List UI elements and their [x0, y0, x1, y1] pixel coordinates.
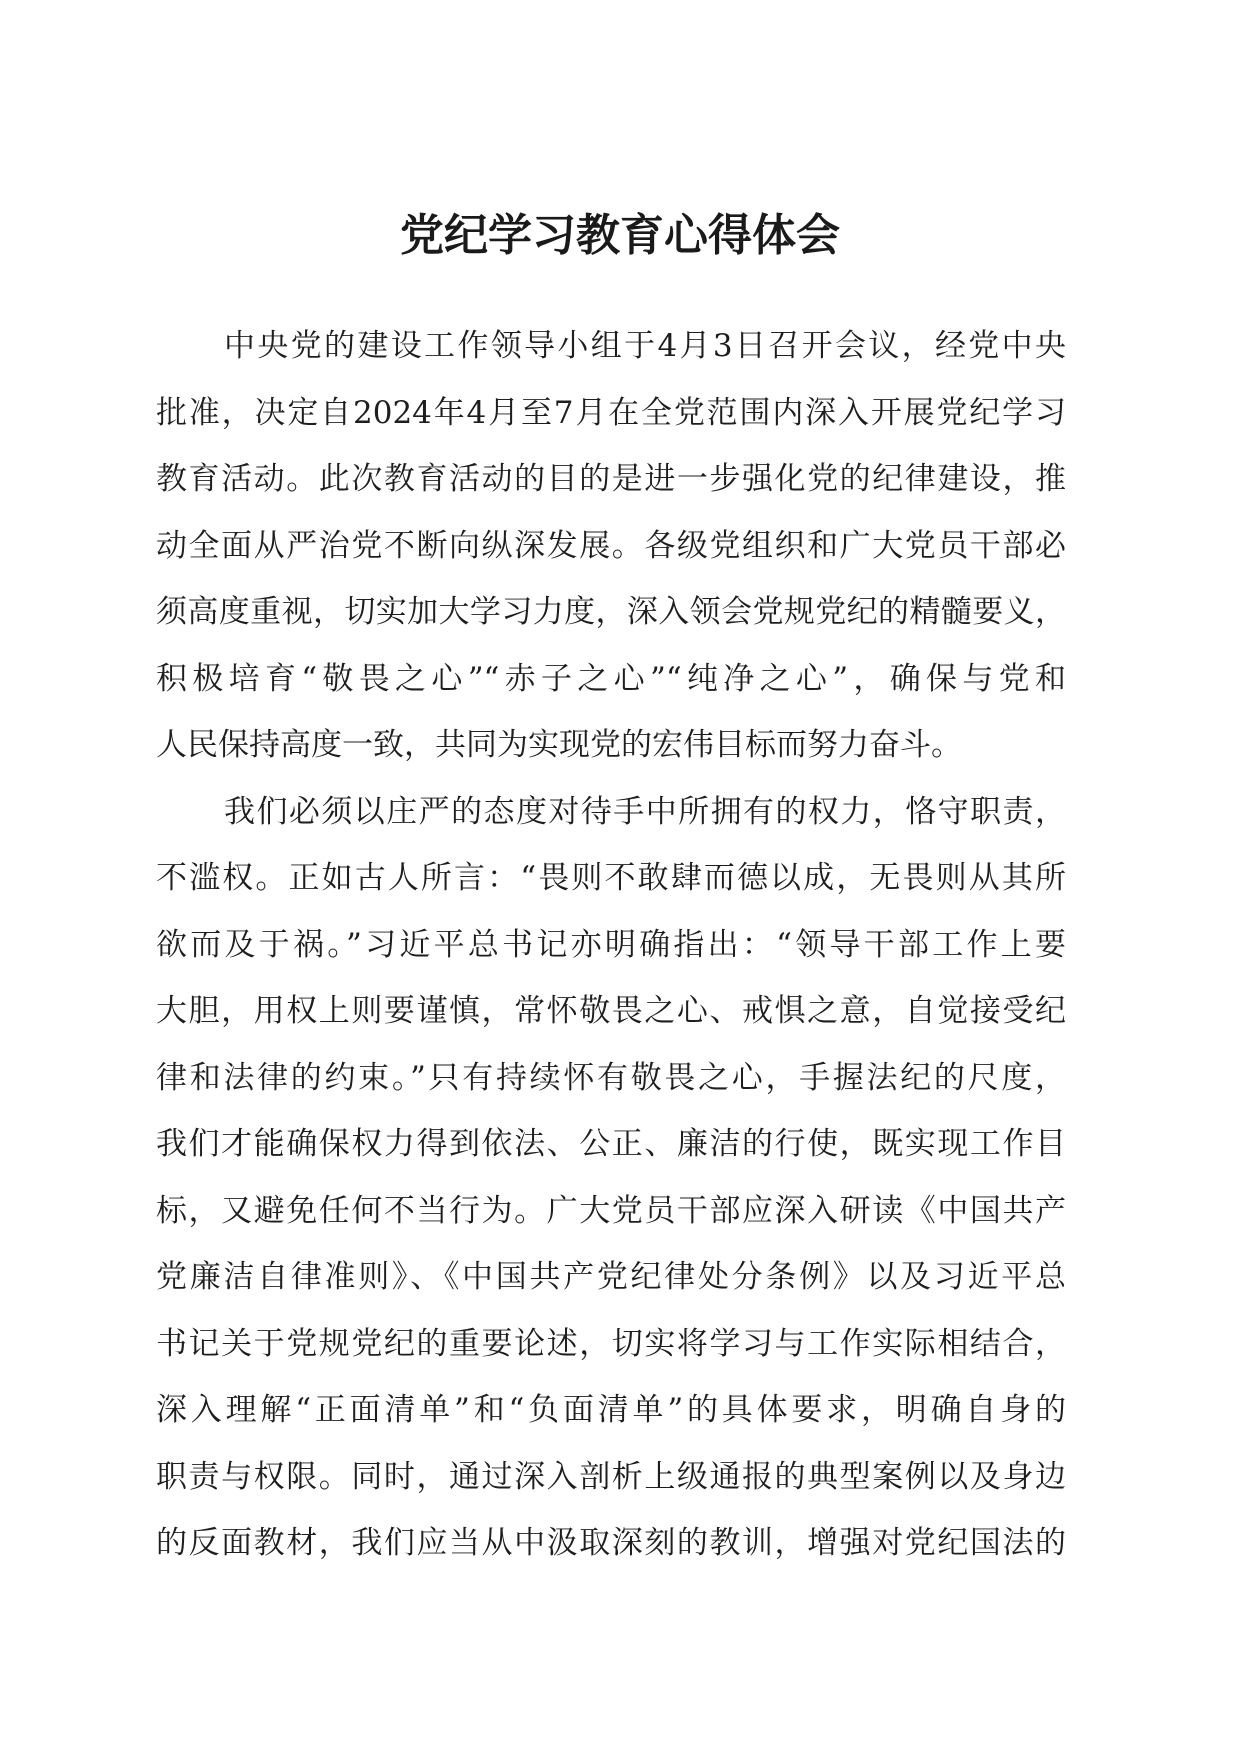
paragraph-2-line: 大胆，用权上则要谨慎，常怀敬畏之心、戒惧之意，自觉接受纪	[156, 993, 1066, 1029]
document-body	[156, 318, 1066, 1582]
paragraph-1-line: 批准，决定自2024年4月至7月在全党范围内深入开展党纪学习	[156, 394, 1066, 431]
paragraph-2-line: 的反面教材，我们应当从中汲取深刻的教训，增强对党纪国法的	[156, 1525, 1066, 1561]
paragraph-2-line: 欲而及于祸。”习近平总书记亦明确指出：“领导干部工作上要	[156, 926, 1066, 963]
paragraph-2-line: 律和法律的约束。”只有持续怀有敬畏之心，手握法纪的尺度，	[156, 1059, 1066, 1096]
paragraph-2-line: 我们必须以庄严的态度对待手中所拥有的权力，恪守职责，	[224, 793, 1066, 830]
paragraph-2-line: 标，又避免任何不当行为。广大党员干部应深入研读《中国共产	[156, 1192, 1066, 1229]
paragraph-2-line: 职责与权限。同时，通过深入剖析上级通报的典型案例以及身边	[156, 1458, 1066, 1495]
paragraph-1-line: 动全面从严治党不断向纵深发展。各级党组织和广大党员干部必	[156, 527, 1066, 564]
paragraph-1-line: 教育活动。此次教育活动的目的是进一步强化党的纪律建设，推	[156, 461, 1066, 497]
paragraph-1-line: 积极培育“敬畏之心”“赤子之心”“纯净之心”，确保与党和	[156, 660, 1066, 697]
paragraph-2-line: 我们才能确保权力得到依法、公正、廉洁的行使，既实现工作目	[156, 1126, 1066, 1162]
paragraph-2-line: 书记关于党规党纪的重要论述，切实将学习与工作实际相结合，	[156, 1325, 1066, 1362]
paragraph-2-line: 深入理解“正面清单”和“负面清单”的具体要求，明确自身的	[156, 1392, 1066, 1428]
paragraph-1-line: 须高度重视，切实加大学习力度，深入领会党规党纪的精髓要义，	[156, 594, 1066, 630]
paragraph-2-line: 不滥权。正如古人所言：“畏则不敢肆而德以成，无畏则从其所	[156, 860, 1066, 896]
paragraph-1-line: 人民保持高度一致，共同为实现党的宏伟目标而努力奋斗。	[156, 727, 962, 763]
paragraph-1-line: 中央党的建设工作领导小组于4月3日召开会议，经党中央	[224, 328, 1066, 364]
paragraph-2-line: 党廉洁自律准则》、《中国共产党纪律处分条例》以及习近平总	[156, 1259, 1066, 1295]
document-title: 党纪学习教育心得体会	[400, 210, 840, 261]
